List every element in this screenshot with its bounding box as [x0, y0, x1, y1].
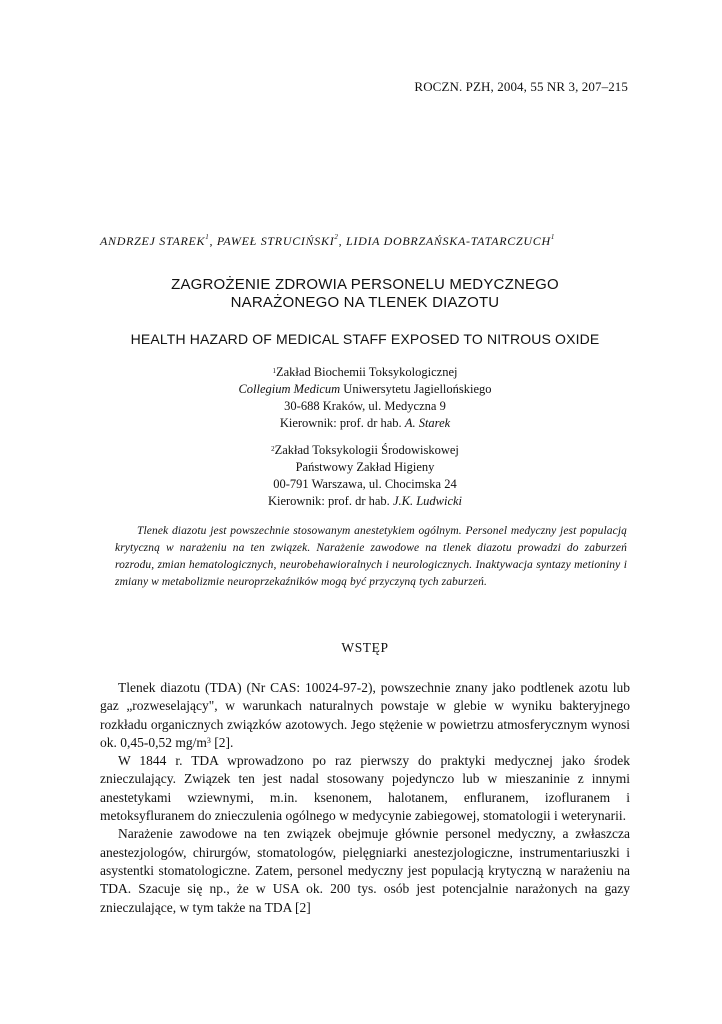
affiliation-institution-italic: Collegium Medicum [238, 382, 341, 396]
affiliation-head-name: A. Starek [404, 416, 451, 430]
author-name: LIDIA DOBRZAŃSKA-TATARCZUCH [346, 234, 551, 248]
paragraph [100, 679, 630, 752]
affiliation-1 [100, 364, 630, 432]
title-polish-line: NARAŻONEGO NA TLENEK DIAZOTU [230, 294, 500, 311]
affiliation-head-name: J.K. Ludwicki [392, 494, 463, 508]
abstract: Tlenek diazotu jest powszechnie stosowanym anestetykiem ogólnym. Personel medyczny jest populacją krytyczną w narażeniu na ten związek. Narażenie zawodowe na tlenek diazotu prowadzi do zaburzeń rozrodu, zmian hematologicznych, neurobehawioralnych i neurologicznych. Inaktywacja syntazy metioniny i zmiany w metabolizmie neuroprzekaźników mogą być przyczyną tych zaburzeń. [115, 525, 627, 588]
author-affiliation-mark: 1 [205, 233, 210, 241]
title-english: HEALTH HAZARD OF MEDICAL STAFF EXPOSED TO NITROUS OXIDE [130, 331, 600, 347]
author-list: ANDRZEJ STAREK$^1$, PAWEŁ STRUCIŃSKI$^2$, LIDIA DOBRZAŃSKA-TATARCZUCH$^1$ [100, 233, 556, 248]
affiliation-department: Zakład Biochemii Toksykologicznej [276, 365, 458, 379]
affiliation-head-label: Kierownik: prof. dr hab. [279, 416, 405, 430]
section-heading: WSTĘP [341, 640, 389, 655]
author-affiliation-mark: 1 [550, 233, 556, 241]
affiliation-institution: Państwowy Zakład Higieny [295, 460, 435, 474]
author-affiliation-mark: 2 [334, 233, 339, 241]
affiliation-department: Zakład Toksykologii Środowiskowej [274, 443, 459, 457]
author-name: ANDRZEJ STAREK [100, 234, 206, 248]
superscript: 3 [206, 735, 211, 745]
paragraph-text: Tlenek diazotu (TDA) (Nr CAS: 10024-97-2), powszechnie znany jako podtlenek azotu lub gaz „rozweselający", w warunkach naturalnych powstaje w glebie w wyniku bakteryjnego rozkładu organicznych związków azotowych. Jego stężenie w powietrzu atmosferycznym wynosi ok. 0,45-0,52 mg/m [100, 680, 630, 750]
affiliation-2 [100, 442, 630, 510]
title-polish [100, 276, 630, 312]
affiliation-head-label: Kierownik: prof. dr hab. [267, 494, 393, 508]
affiliation-address: 00-791 Warszawa, ul. Chocimska 24 [273, 477, 457, 491]
author-name: PAWEŁ STRUCIŃSKI [216, 234, 335, 248]
affiliation-number: 1 [272, 367, 276, 375]
affiliation-number: 2 [271, 445, 275, 453]
paragraph: Narażenie zawodowe na ten związek obejmuje głównie personel medyczny, a zwłaszcza anestezjologów, chirurgów, stomatologów, pielęgniarki anestezjologiczne, instrumentariuszki i asystentki stomatologiczne. Zatem, personel medyczny jest populacją krytyczną w narażeniu na TDA. Szacuje się np., że w USA ok. 200 tys. osób jest potencjalnie narażonych na gazy znieczulające, w tym także na TDA [2] [100, 826, 630, 915]
body-text [100, 679, 630, 917]
paragraph-text: [2]. [210, 734, 234, 750]
title-polish-line: ZAGROŻENIE ZDROWIA PERSONELU MEDYCZNEGO [171, 276, 559, 293]
paragraph: W 1844 r. TDA wprowadzono po raz pierwszy do praktyki medycznej jako środek znieczulający. Związek ten jest nadal stosowany pojedynczo lub w mieszaninie z innymi anestetykami wziewnymi, m.in. ksenonem, halotanem, enfluranem, izofluranem i metoksyfluranem do znieczulenia ogólnego w medycynie zabiegowej, stomatologii i weterynarii. [100, 753, 630, 824]
affiliation-institution: Uniwersytetu Jagiellońskiego [340, 382, 492, 396]
affiliation-address: 30-688 Kraków, ul. Medyczna 9 [284, 399, 446, 413]
journal-reference: ROCZN. PZH, 2004, 55 NR 3, 207–215 [414, 79, 628, 94]
